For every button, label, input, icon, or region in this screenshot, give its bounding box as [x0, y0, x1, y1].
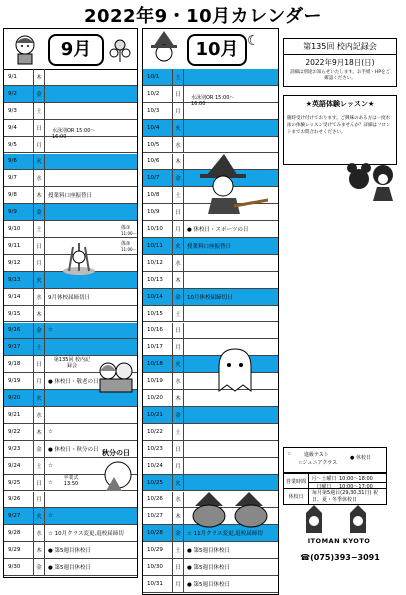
row-date: 9/13: [4, 272, 34, 288]
row-event: 授業料口座振替日: [48, 193, 93, 200]
row-date: 10/14: [143, 289, 173, 305]
row-day: 土: [173, 69, 184, 85]
legend-box: [283, 447, 387, 473]
calendar-row: [143, 272, 278, 289]
calendar-row: [143, 458, 278, 475]
row-day: 火: [34, 272, 45, 288]
row-day: 火: [173, 120, 184, 136]
october-badge: 10月: [187, 34, 247, 66]
row-date: 9/7: [4, 170, 34, 186]
witch-illustration: [147, 31, 181, 67]
row-day: 日: [173, 204, 184, 220]
row-date: 9/10: [4, 221, 34, 237]
row-date: 9/4: [4, 120, 34, 136]
brand-name: ITOMAN KYOTO: [307, 537, 371, 545]
row-date: 9/12: [4, 255, 34, 271]
row-date: 10/16: [143, 323, 173, 339]
row-event: ☆ 10月クラス変更,退校届締切: [48, 531, 124, 538]
hours-table: [283, 473, 387, 505]
calendar-row: [143, 69, 278, 86]
row-day: 金: [34, 204, 45, 220]
row-day: 土: [34, 221, 45, 237]
closed-label: 休校日: [284, 489, 309, 504]
witch-girl-illustration: [198, 154, 270, 216]
rice-illustration: [59, 237, 99, 277]
grandparents-illustration: [96, 359, 136, 393]
row-day: 火: [173, 475, 184, 491]
row-event: ● 休校日・秋分の日: [48, 446, 99, 453]
calendar-row: [143, 424, 278, 441]
legend-closed-label: ● 休校日: [350, 455, 371, 461]
row-day: 月: [34, 373, 45, 389]
row-day: 日: [34, 120, 45, 136]
calendar-row: [4, 424, 137, 441]
row-date: 9/8: [4, 187, 34, 203]
row-day: 水: [34, 289, 45, 305]
row-event: ☆ 11月クラス変更,退校届締切: [187, 531, 263, 538]
calendar-row: [4, 542, 137, 559]
lesson-text: 随時受け付けております。ご興味のある方は一度水泳の体験レッスン受けてみませんか？詳細はフロントまでお問合わせください。: [287, 116, 391, 135]
hours-detail: [309, 474, 386, 488]
row-date: 10/11: [143, 238, 173, 254]
row-day: 金: [173, 525, 184, 541]
row-day: 火: [34, 154, 45, 170]
row-day: 日: [173, 559, 184, 575]
october-calendar: [142, 28, 279, 595]
sep-lesson-b-time: 11:00〜: [121, 247, 137, 252]
row-date: 9/23: [4, 441, 34, 457]
row-day: 火: [173, 238, 184, 254]
row-day: 水: [173, 373, 184, 389]
ghost-illustration: [213, 347, 257, 393]
row-day: 金: [34, 86, 45, 102]
row-day: 土: [173, 424, 184, 440]
calendar-row: [143, 137, 278, 154]
sep-lesson-b: 体②: [121, 241, 131, 247]
phone-number: ☎(075)393−3091: [300, 553, 380, 562]
row-day: 月: [173, 221, 184, 237]
row-day: 火: [34, 508, 45, 524]
row-day: 水: [34, 170, 45, 186]
flower-illustration: [106, 35, 134, 63]
calendar-row: [143, 306, 278, 323]
hours-row: [283, 473, 387, 489]
event-date: 2022年9月18日(日): [305, 58, 375, 67]
row-day: 月: [173, 103, 184, 119]
row-date: 9/3: [4, 103, 34, 119]
event-box: [283, 38, 397, 55]
closed-text: 毎月第5週目(29,30,31日) 祝日、夏・冬季休校日: [312, 490, 378, 503]
row-day: 日: [173, 86, 184, 102]
row-date: 10/24: [143, 458, 173, 474]
row-date: 10/13: [143, 272, 173, 288]
row-day: 日: [173, 323, 184, 339]
row-day: 金: [34, 323, 45, 339]
legend-test: [287, 451, 291, 457]
row-date: 9/9: [4, 204, 34, 220]
row-date: 10/8: [143, 187, 173, 203]
row-event: ● 休校日・スポーツの日: [187, 227, 249, 234]
row-event: ● 第5週目休校日: [48, 548, 92, 555]
calendar-row: [4, 187, 137, 204]
lesson-title: ★英語体験レッスン★: [305, 100, 375, 108]
hours-label: 営業時間: [284, 474, 309, 488]
calendar-row: [143, 120, 278, 137]
row-day: 水: [173, 137, 184, 153]
calendar-row: [4, 86, 137, 103]
bat-icon: ☾: [247, 33, 260, 49]
row-day: 水: [173, 492, 184, 508]
row-event: 10月休校届締切日: [187, 294, 233, 301]
row-date: 10/31: [143, 576, 173, 592]
row-day: 金: [173, 407, 184, 423]
calendar-row: [4, 339, 137, 356]
row-event: 授業料口座振替日: [187, 243, 232, 250]
row-date: 9/17: [4, 339, 34, 355]
row-date: 10/5: [143, 137, 173, 153]
calendar-row: [4, 492, 137, 509]
moon-illustration: [100, 457, 136, 493]
legend-star-icon: ☆: [287, 451, 292, 457]
row-date: 10/12: [143, 255, 173, 271]
calendar-row: [4, 204, 137, 221]
calendar-row: [143, 373, 278, 390]
row-date: 9/22: [4, 424, 34, 440]
row-day: 金: [34, 559, 45, 575]
row-date: 9/29: [4, 542, 34, 558]
row-day: 木: [34, 306, 45, 322]
row-day: 木: [173, 154, 184, 170]
hours-sunday: 日曜日: [316, 484, 332, 490]
sep-autumn-label: 秋分の日: [102, 449, 130, 457]
row-day: 土: [34, 458, 45, 474]
calendar-row: [143, 576, 278, 593]
row-day: 金: [173, 170, 184, 186]
row-date: 10/30: [143, 559, 173, 575]
row-date: 9/20: [4, 390, 34, 406]
row-date: 10/17: [143, 339, 173, 355]
calendar-row: [4, 559, 137, 576]
row-event: ☆: [48, 462, 53, 469]
row-date: 10/9: [143, 204, 173, 220]
row-event: ☆: [48, 479, 53, 486]
row-date: 10/3: [143, 103, 173, 119]
september-header: [4, 29, 137, 70]
row-day: 月: [173, 576, 184, 592]
calendar-row: [4, 154, 137, 171]
legend-test-label: 進級テスト: [304, 452, 329, 458]
row-day: 日: [34, 356, 45, 372]
row-day: 木: [34, 542, 45, 558]
calendar-row: [143, 255, 278, 272]
row-day: 日: [34, 475, 45, 491]
hours-weekday: 月〜土曜日: [311, 475, 337, 482]
calendar-row: [4, 407, 137, 424]
row-event: ☆: [48, 327, 53, 334]
row-day: 土: [34, 339, 45, 355]
row-date: 9/25: [4, 475, 34, 491]
row-day: 木: [173, 508, 184, 524]
event-date-box: [283, 55, 397, 87]
row-day: 木: [34, 69, 45, 85]
sep-record-note: 第135回 校内記録会: [53, 357, 91, 369]
row-day: 火: [34, 390, 45, 406]
row-date: 9/18: [4, 356, 34, 372]
calendar-row: [4, 170, 137, 187]
calendar-row: [143, 542, 278, 559]
row-event: ● 第5週目休校日: [48, 565, 92, 572]
calendar-row: [143, 289, 278, 306]
row-day: 土: [173, 187, 184, 203]
row-date: 10/22: [143, 424, 173, 440]
calendar-row: [4, 289, 137, 306]
row-date: 10/15: [143, 306, 173, 322]
calendar-row: [143, 475, 278, 492]
row-event: ● 第5週目休校日: [187, 581, 231, 588]
sep-lesson-a-time: 11:00〜: [121, 231, 137, 236]
row-date: 10/26: [143, 492, 173, 508]
row-day: 土: [173, 306, 184, 322]
row-date: 9/21: [4, 407, 34, 423]
row-date: 10/29: [143, 542, 173, 558]
event-note: 詳細は別途お知らせいたします。お手紙・HPをご確認ください。: [289, 70, 391, 81]
row-day: 木: [173, 272, 184, 288]
row-day: 木: [34, 424, 45, 440]
row-day: 金: [173, 289, 184, 305]
row-date: 10/19: [143, 373, 173, 389]
calendar-row: [4, 323, 137, 340]
row-day: 火: [173, 356, 184, 372]
row-day: 月: [34, 137, 45, 153]
row-day: 木: [173, 390, 184, 406]
row-date: 10/21: [143, 407, 173, 423]
row-day: 日: [34, 238, 45, 254]
calendar-row: [143, 323, 278, 340]
calendar-row: [143, 390, 278, 407]
row-day: 水: [34, 407, 45, 423]
row-date: 9/11: [4, 238, 34, 254]
row-date: 9/5: [4, 137, 34, 153]
row-day: 金: [34, 441, 45, 457]
mascots-illustration: [345, 153, 397, 203]
calendar-row: [143, 221, 278, 238]
row-date: 9/28: [4, 525, 34, 541]
row-date: 10/28: [143, 525, 173, 541]
row-day: 月: [34, 255, 45, 271]
calendar-row: [4, 508, 137, 525]
row-event: 9月休校届締切日: [48, 294, 90, 301]
row-event: ● 第5週目休校日: [187, 548, 231, 555]
row-day: 土: [34, 103, 45, 119]
page-title: 2022年9・10月カレンダー: [83, 6, 322, 27]
row-day: 月: [34, 492, 45, 508]
calendar-row: [143, 339, 278, 356]
row-date: 9/1: [4, 69, 34, 85]
row-day: 木: [34, 187, 45, 203]
row-date: 9/19: [4, 373, 34, 389]
calendar-row: [143, 238, 278, 255]
calendar-row: [4, 221, 137, 238]
row-date: 9/16: [4, 323, 34, 339]
row-date: 10/6: [143, 154, 173, 170]
calendar-row: [143, 559, 278, 576]
brand-logo: [300, 503, 380, 535]
row-date: 9/15: [4, 306, 34, 322]
row-date: 10/25: [143, 475, 173, 491]
row-date: 10/7: [143, 170, 173, 186]
row-date: 10/18: [143, 356, 173, 372]
sep-graduation-note: 卒業式 13:50: [63, 475, 79, 487]
september-badge: 9月: [48, 34, 104, 66]
row-day: 日: [173, 441, 184, 457]
row-date: 9/14: [4, 289, 34, 305]
calendar-row: [4, 103, 137, 120]
row-date: 10/1: [143, 69, 173, 85]
legend-junior-label: ☆ジュニアクラス: [298, 460, 338, 466]
row-date: 9/6: [4, 154, 34, 170]
calendar-row: [4, 69, 137, 86]
sep-lesson-a: 体①: [121, 225, 131, 231]
october-header: [143, 29, 278, 70]
sep-swim-note: 水泳別OR 15:00〜16:00: [52, 128, 96, 140]
calendar-row: [4, 525, 137, 542]
calendar-row: [143, 441, 278, 458]
row-date: 10/10: [143, 221, 173, 237]
calendar-row: [4, 306, 137, 323]
row-day: 水: [34, 525, 45, 541]
row-date: 9/26: [4, 492, 34, 508]
row-date: 10/20: [143, 390, 173, 406]
row-day: 土: [173, 542, 184, 558]
row-date: 10/4: [143, 120, 173, 136]
oct-swim-note: 水泳別OR 15:00〜16:00: [191, 95, 235, 107]
row-date: 10/2: [143, 86, 173, 102]
event-title: 第135回 校内記録会: [303, 42, 377, 51]
row-event: ☆: [48, 428, 53, 435]
row-date: 9/30: [4, 559, 34, 575]
row-date: 10/23: [143, 441, 173, 457]
row-date: 9/27: [4, 508, 34, 524]
row-day: 月: [173, 339, 184, 355]
row-event: ● 休校日・敬老の日: [48, 379, 99, 386]
september-calendar: [3, 28, 138, 578]
hours-sunday-time: 10:00〜17:00: [339, 484, 373, 490]
calendar-row: [143, 407, 278, 424]
row-date: 9/2: [4, 86, 34, 102]
row-event: ☆: [48, 513, 53, 520]
info-panel: [283, 38, 397, 165]
hours-weekday-time: 10:00〜18:00: [339, 475, 373, 482]
row-day: 水: [173, 255, 184, 271]
pumpkins-illustration: [189, 492, 275, 528]
row-event: ● 第5週目休校日: [187, 565, 231, 572]
row-date: 9/24: [4, 458, 34, 474]
row-date: 10/27: [143, 508, 173, 524]
boy-illustration: [10, 33, 40, 65]
row-day: 月: [173, 458, 184, 474]
calendar-row: [143, 356, 278, 373]
